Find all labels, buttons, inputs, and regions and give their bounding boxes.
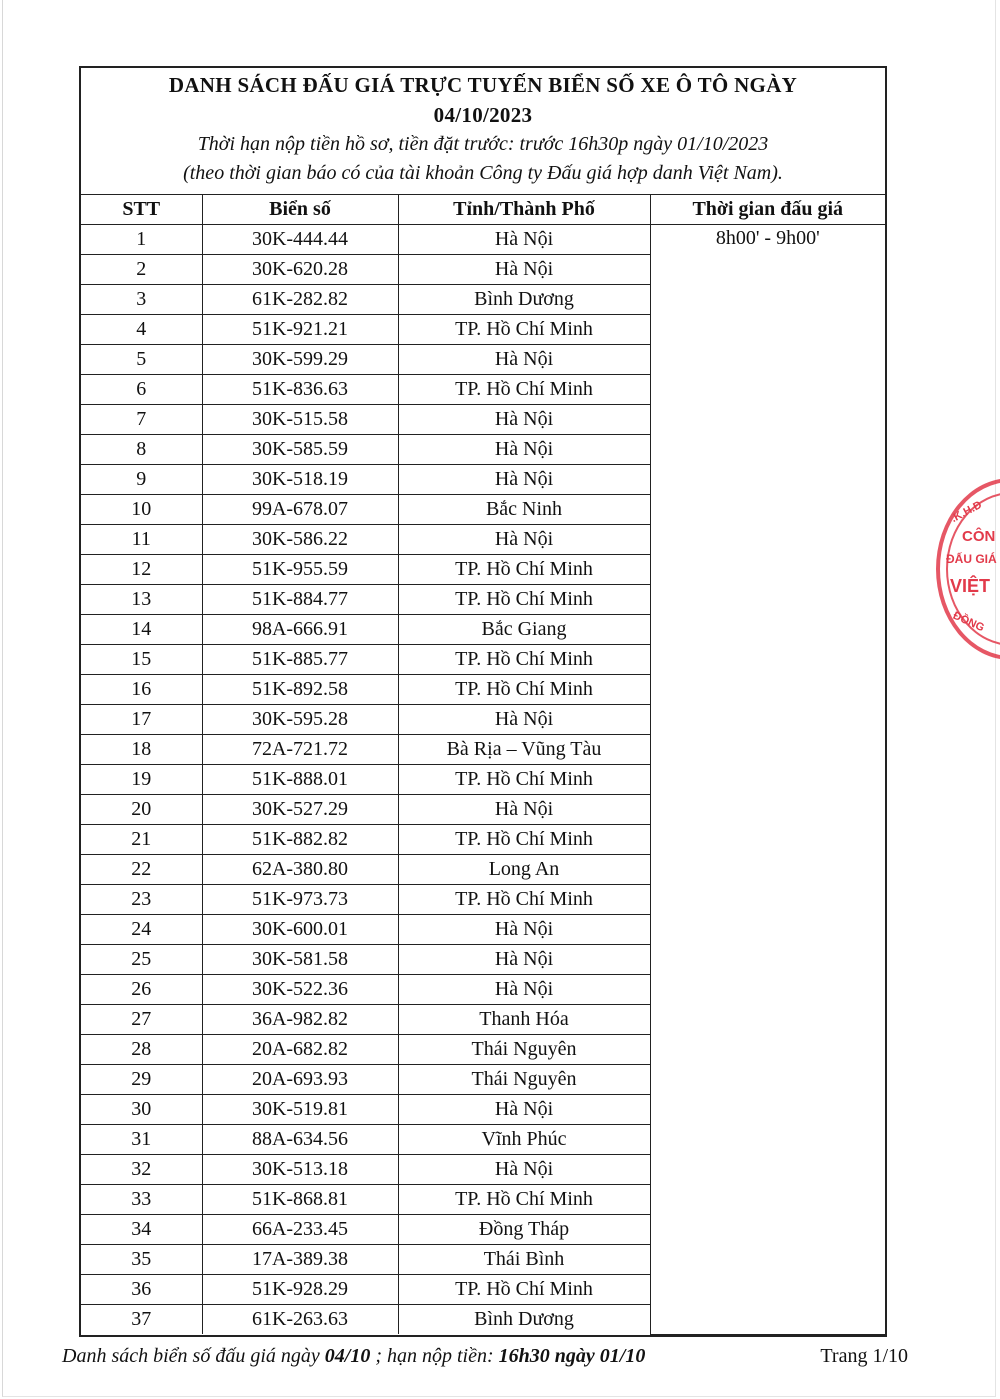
city-cell: Hà Nội bbox=[398, 945, 650, 975]
city-cell: TP. Hồ Chí Minh bbox=[398, 555, 650, 585]
city-cell: Hà Nội bbox=[398, 1095, 650, 1125]
city-cell: TP. Hồ Chí Minh bbox=[398, 315, 650, 345]
plate-cell: 51K-921.21 bbox=[202, 315, 398, 345]
stt-cell: 31 bbox=[81, 1125, 202, 1155]
stt-cell: 27 bbox=[81, 1005, 202, 1035]
page-number: Trang 1/10 bbox=[820, 1345, 908, 1367]
stt-cell: 20 bbox=[81, 795, 202, 825]
plate-cell: 30K-515.58 bbox=[202, 405, 398, 435]
city-cell: Bắc Ninh bbox=[398, 495, 650, 525]
stt-cell: 15 bbox=[81, 645, 202, 675]
city-cell: Hà Nội bbox=[398, 975, 650, 1005]
stt-cell: 7 bbox=[81, 405, 202, 435]
city-cell: TP. Hồ Chí Minh bbox=[398, 675, 650, 705]
city-cell: Hà Nội bbox=[398, 465, 650, 495]
plate-cell: 30K-527.29 bbox=[202, 795, 398, 825]
city-cell: Hà Nội bbox=[398, 345, 650, 375]
stt-cell: 25 bbox=[81, 945, 202, 975]
city-cell: Thái Nguyên bbox=[398, 1035, 650, 1065]
plate-cell: 30K-581.58 bbox=[202, 945, 398, 975]
footer-prefix: Danh sách biển số đấu giá ngày bbox=[62, 1345, 320, 1367]
city-cell: TP. Hồ Chí Minh bbox=[398, 1275, 650, 1305]
table-header-row bbox=[81, 195, 885, 225]
city-cell: TP. Hồ Chí Minh bbox=[398, 375, 650, 405]
city-cell: TP. Hồ Chí Minh bbox=[398, 645, 650, 675]
stt-cell: 6 bbox=[81, 375, 202, 405]
seal-text-2: ĐẤU GIÁ bbox=[946, 552, 997, 566]
plate-cell: 51K-928.29 bbox=[202, 1275, 398, 1305]
stt-cell: 30 bbox=[81, 1095, 202, 1125]
stt-cell: 33 bbox=[81, 1185, 202, 1215]
header-city: Tỉnh/Thành Phố bbox=[398, 195, 650, 225]
plate-cell: 51K-888.01 bbox=[202, 765, 398, 795]
stt-cell: 36 bbox=[81, 1275, 202, 1305]
plate-auction-table bbox=[81, 195, 885, 1335]
seal-text-bottom: ĐỒNG bbox=[950, 609, 987, 635]
city-cell: Vĩnh Phúc bbox=[398, 1125, 650, 1155]
plate-cell: 30K-620.28 bbox=[202, 255, 398, 285]
stt-cell: 17 bbox=[81, 705, 202, 735]
stt-cell: 14 bbox=[81, 615, 202, 645]
plate-cell: 36A-982.82 bbox=[202, 1005, 398, 1035]
city-cell: TP. Hồ Chí Minh bbox=[398, 825, 650, 855]
city-cell: Hà Nội bbox=[398, 1155, 650, 1185]
company-seal bbox=[936, 478, 1000, 660]
plate-cell: 30K-600.01 bbox=[202, 915, 398, 945]
plate-cell: 30K-522.36 bbox=[202, 975, 398, 1005]
header-auction-time: Thời gian đấu giá bbox=[650, 195, 885, 225]
plate-cell: 30K-599.29 bbox=[202, 345, 398, 375]
footer-middle: ; hạn nộp tiền: bbox=[375, 1345, 494, 1367]
plate-cell: 51K-882.82 bbox=[202, 825, 398, 855]
plate-cell: 98A-666.91 bbox=[202, 615, 398, 645]
stt-cell: 11 bbox=[81, 525, 202, 555]
footer-deadline: 16h30 ngày 01/10 bbox=[498, 1345, 646, 1367]
plate-cell: 17A-389.38 bbox=[202, 1245, 398, 1275]
stt-cell: 35 bbox=[81, 1245, 202, 1275]
stt-cell: 8 bbox=[81, 435, 202, 465]
stt-cell: 32 bbox=[81, 1155, 202, 1185]
stt-cell: 1 bbox=[81, 225, 202, 255]
stt-cell: 18 bbox=[81, 735, 202, 765]
city-cell: Hà Nội bbox=[398, 525, 650, 555]
city-cell: Đồng Tháp bbox=[398, 1215, 650, 1245]
plate-cell: 72A-721.72 bbox=[202, 735, 398, 765]
plate-cell: 51K-955.59 bbox=[202, 555, 398, 585]
city-cell: TP. Hồ Chí Minh bbox=[398, 765, 650, 795]
seal-text-top: .K.H.Đ bbox=[949, 498, 984, 526]
city-cell: Thái Nguyên bbox=[398, 1065, 650, 1095]
city-cell: Hà Nội bbox=[398, 435, 650, 465]
seal-text-3: VIỆT bbox=[950, 576, 991, 596]
stt-cell: 13 bbox=[81, 585, 202, 615]
stt-cell: 28 bbox=[81, 1035, 202, 1065]
plate-cell: 51K-868.81 bbox=[202, 1185, 398, 1215]
stt-cell: 26 bbox=[81, 975, 202, 1005]
stt-cell: 24 bbox=[81, 915, 202, 945]
table-body bbox=[81, 225, 885, 1335]
stt-cell: 34 bbox=[81, 1215, 202, 1245]
footer-date: 04/10 bbox=[324, 1345, 371, 1367]
title-line-2: 04/10/2023 bbox=[433, 103, 533, 127]
header-stt: STT bbox=[81, 195, 202, 225]
plate-cell: 30K-444.44 bbox=[202, 225, 398, 255]
city-cell: Hà Nội bbox=[398, 915, 650, 945]
plate-cell: 51K-836.63 bbox=[202, 375, 398, 405]
city-cell: Hà Nội bbox=[398, 255, 650, 285]
plate-cell: 51K-884.77 bbox=[202, 585, 398, 615]
plate-cell: 30K-586.22 bbox=[202, 525, 398, 555]
plate-cell: 20A-682.82 bbox=[202, 1035, 398, 1065]
plate-cell: 61K-263.63 bbox=[202, 1305, 398, 1335]
table-row bbox=[81, 225, 885, 255]
city-cell: Hà Nội bbox=[398, 705, 650, 735]
page-footer bbox=[62, 1340, 908, 1372]
subtitle-line-1: Thời hạn nộp tiền hồ sơ, tiền đặt trước: trước 16h30p ngày 01/10/2023 bbox=[197, 133, 769, 155]
city-cell: Bà Rịa – Vũng Tàu bbox=[398, 735, 650, 765]
plate-cell: 30K-595.28 bbox=[202, 705, 398, 735]
plate-cell: 61K-282.82 bbox=[202, 285, 398, 315]
stt-cell: 2 bbox=[81, 255, 202, 285]
auction-list-sheet bbox=[79, 66, 887, 1337]
plate-cell: 30K-519.81 bbox=[202, 1095, 398, 1125]
stt-cell: 21 bbox=[81, 825, 202, 855]
city-cell: Hà Nội bbox=[398, 795, 650, 825]
plate-cell: 30K-518.19 bbox=[202, 465, 398, 495]
city-cell: Bình Dương bbox=[398, 285, 650, 315]
plate-cell: 51K-892.58 bbox=[202, 675, 398, 705]
stt-cell: 23 bbox=[81, 885, 202, 915]
stt-cell: 5 bbox=[81, 345, 202, 375]
stt-cell: 16 bbox=[81, 675, 202, 705]
plate-cell: 20A-693.93 bbox=[202, 1065, 398, 1095]
city-cell: Bắc Giang bbox=[398, 615, 650, 645]
seal-text-1: CÔN bbox=[962, 528, 996, 545]
city-cell: TP. Hồ Chí Minh bbox=[398, 585, 650, 615]
plate-cell: 66A-233.45 bbox=[202, 1215, 398, 1245]
footer-note bbox=[62, 1340, 645, 1372]
plate-cell: 99A-678.07 bbox=[202, 495, 398, 525]
auction-time-cell: 8h00' - 9h00' bbox=[650, 225, 885, 1335]
plate-cell: 30K-585.59 bbox=[202, 435, 398, 465]
stt-cell: 9 bbox=[81, 465, 202, 495]
stt-cell: 12 bbox=[81, 555, 202, 585]
city-cell: Thái Bình bbox=[398, 1245, 650, 1275]
city-cell: Hà Nội bbox=[398, 405, 650, 435]
stt-cell: 4 bbox=[81, 315, 202, 345]
plate-cell: 51K-885.77 bbox=[202, 645, 398, 675]
city-cell: TP. Hồ Chí Minh bbox=[398, 885, 650, 915]
stt-cell: 37 bbox=[81, 1305, 202, 1335]
plate-cell: 62A-380.80 bbox=[202, 855, 398, 885]
stt-cell: 29 bbox=[81, 1065, 202, 1095]
stt-cell: 19 bbox=[81, 765, 202, 795]
title-line-1: DANH SÁCH ĐẤU GIÁ TRỰC TUYẾN BIỂN SỐ XE Ô TÔ NGÀY bbox=[168, 73, 798, 97]
header-plate: Biển số bbox=[202, 195, 398, 225]
city-cell: Thanh Hóa bbox=[398, 1005, 650, 1035]
plate-cell: 30K-513.18 bbox=[202, 1155, 398, 1185]
city-cell: Hà Nội bbox=[398, 225, 650, 255]
city-cell: TP. Hồ Chí Minh bbox=[398, 1185, 650, 1215]
plate-cell: 51K-973.73 bbox=[202, 885, 398, 915]
plate-cell: 88A-634.56 bbox=[202, 1125, 398, 1155]
city-cell: Long An bbox=[398, 855, 650, 885]
subtitle-line-2: (theo thời gian báo có của tài khoản Công ty Đấu giá hợp danh Việt Nam). bbox=[183, 162, 783, 184]
document-header bbox=[81, 68, 885, 195]
stt-cell: 22 bbox=[81, 855, 202, 885]
stt-cell: 10 bbox=[81, 495, 202, 525]
city-cell: Bình Dương bbox=[398, 1305, 650, 1335]
stt-cell: 3 bbox=[81, 285, 202, 315]
